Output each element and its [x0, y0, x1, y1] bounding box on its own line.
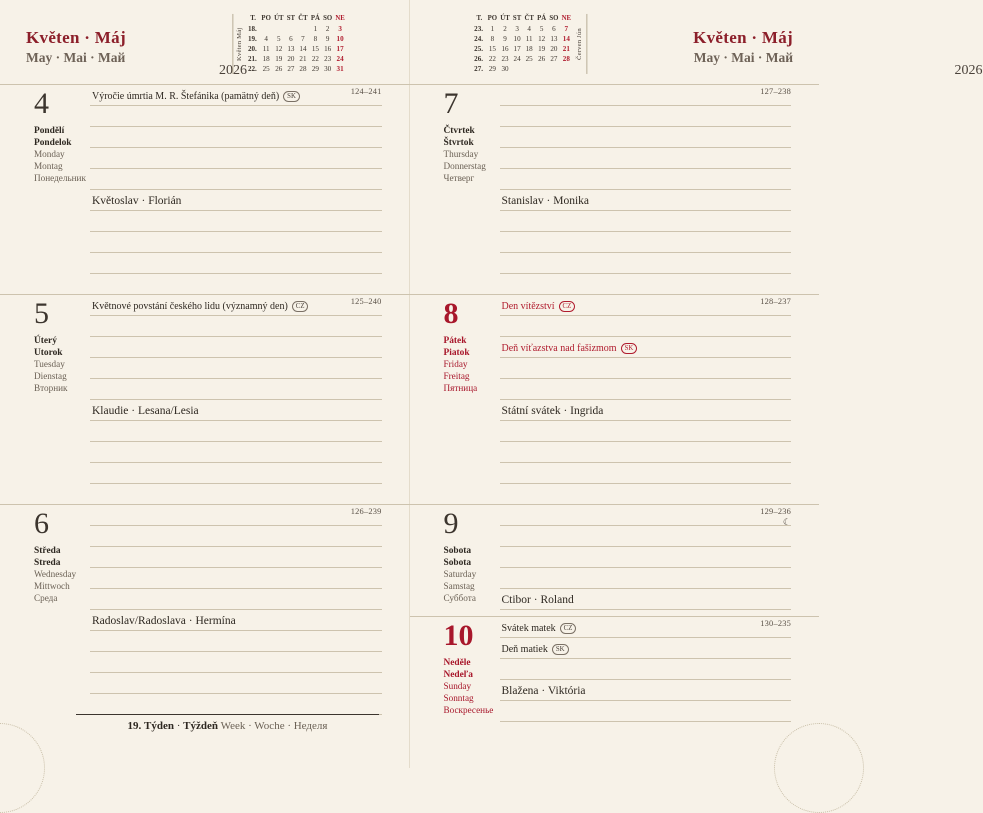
note-line[interactable]: [90, 295, 382, 316]
weekday-name: Utorok: [34, 348, 63, 359]
note-line[interactable]: [90, 337, 382, 358]
note-line[interactable]: [90, 148, 382, 169]
note-line[interactable]: [90, 232, 382, 253]
mini-day-cell[interactable]: 22: [488, 54, 496, 63]
right-page: [410, 0, 983, 768]
note-line[interactable]: [500, 232, 792, 253]
mini-day-cell[interactable]: [548, 64, 560, 74]
mini-day-cell[interactable]: 26: [275, 64, 283, 73]
mini-week-number: 27.: [474, 64, 484, 73]
mini-header-cell: NE: [561, 15, 572, 22]
note-line[interactable]: [90, 694, 382, 715]
day-note-lines: [90, 505, 382, 715]
mini-day-cell[interactable]: 9: [503, 34, 507, 43]
day-block[interactable]: [410, 504, 820, 616]
country-badge: CZ: [559, 301, 576, 312]
note-line[interactable]: [90, 358, 382, 379]
note-line[interactable]: [90, 610, 382, 631]
day-code: 127–238: [760, 87, 791, 96]
day-weekday-names: [444, 335, 478, 394]
mini-day-cell[interactable]: 8: [313, 34, 318, 43]
weekday-name: Пятница: [443, 382, 478, 393]
mini-day-cell[interactable]: 11: [262, 44, 270, 53]
weekday-name: Sunday: [443, 681, 472, 692]
day-block[interactable]: [410, 84, 820, 294]
mini-day-cell[interactable]: 27: [287, 64, 295, 73]
weekday-name: Tuesday: [34, 359, 65, 370]
mini-day-cell[interactable]: 11: [525, 34, 533, 43]
mini-week-number: 26.: [474, 54, 484, 63]
weekday-name: Štvrtok: [443, 138, 474, 149]
mini-day-cell[interactable]: 25: [262, 64, 270, 73]
weekday-name: Sobota: [443, 546, 472, 556]
right-mini-table: [473, 14, 573, 74]
weekday-name: Среда: [34, 592, 58, 603]
mini-week-row: [246, 64, 346, 74]
right-mini-calendar: [473, 14, 587, 74]
mini-day-cell[interactable]: 21: [299, 54, 307, 63]
note-line[interactable]: [500, 421, 792, 442]
country-badge: SK: [283, 91, 300, 102]
day-number: 5: [34, 297, 49, 330]
country-badge: SK: [621, 343, 638, 354]
note-line[interactable]: [500, 617, 792, 638]
mini-week-number: 24.: [474, 34, 484, 43]
moon-phase-icon: ☾: [782, 517, 791, 527]
mini-day-cell[interactable]: 29: [311, 64, 319, 73]
mini-day-cell[interactable]: 16: [501, 44, 509, 53]
mini-day-cell[interactable]: 17: [513, 44, 521, 53]
nameday-text: Stanislav · Monika: [501, 195, 590, 207]
day-weekday-names: [34, 125, 86, 184]
day-note-lines: [90, 85, 382, 295]
mini-day-cell[interactable]: 5: [277, 34, 281, 43]
right-header: [410, 0, 983, 82]
mini-day-cell[interactable]: 10: [336, 34, 344, 43]
day-code: 130–235: [760, 619, 791, 628]
mini-day-cell[interactable]: 12: [275, 44, 283, 53]
day-note-lines: [500, 505, 792, 610]
note-line[interactable]: [500, 442, 792, 463]
weekday-name: Sonntag: [443, 692, 474, 703]
mini-day-cell[interactable]: [272, 24, 285, 34]
mini-day-cell[interactable]: 24: [513, 54, 521, 63]
mini-header-cell: ČT: [524, 15, 534, 22]
mini-day-cell[interactable]: 8: [490, 34, 495, 43]
day-number: 7: [443, 87, 459, 120]
mini-day-cell[interactable]: 30: [501, 64, 509, 73]
note-line[interactable]: [500, 211, 792, 232]
note-line[interactable]: [500, 400, 792, 421]
mini-day-cell[interactable]: 18: [262, 54, 270, 63]
mini-week-row: [246, 44, 346, 54]
day-weekday-names: [444, 657, 494, 716]
note-line[interactable]: [90, 463, 382, 484]
day-weekday-names: [444, 125, 486, 184]
event-text: Výročie úmrtia M. R. Štefánika (pamätný deň) SK: [92, 91, 300, 102]
mini-day-cell[interactable]: 6: [289, 34, 293, 43]
weekday-name: Четверг: [443, 172, 475, 183]
nameday-text: Květoslav · Florián: [92, 195, 182, 207]
mini-day-cell[interactable]: 22: [311, 54, 319, 63]
note-line[interactable]: [90, 316, 382, 337]
mini-header-cell: NE: [335, 15, 345, 22]
nameday-text: Blažena · Viktória: [501, 685, 586, 697]
event-text: Svátek matek CZ: [502, 623, 577, 634]
country-badge: CZ: [560, 623, 577, 634]
mini-week-row: [246, 24, 346, 34]
note-line[interactable]: [90, 421, 382, 442]
weekday-name: Piatok: [443, 348, 470, 359]
left-year: 2026: [219, 63, 247, 78]
mini-week-row: [473, 64, 573, 74]
note-line[interactable]: [500, 526, 792, 547]
mini-day-cell[interactable]: 13: [550, 34, 558, 43]
note-line[interactable]: [90, 253, 382, 274]
day-weekday-names: [34, 545, 76, 604]
mini-day-cell[interactable]: 5: [539, 24, 544, 33]
mini-day-cell[interactable]: 28: [562, 54, 570, 63]
mini-day-cell[interactable]: 19: [538, 44, 546, 53]
weekday-name: Montag: [34, 160, 63, 171]
mini-day-cell[interactable]: 25: [525, 54, 533, 63]
note-line[interactable]: [500, 127, 792, 148]
note-line[interactable]: [90, 652, 382, 673]
mini-day-cell[interactable]: 27: [550, 54, 558, 63]
note-line[interactable]: [90, 274, 382, 295]
mini-day-cell[interactable]: 19: [275, 54, 283, 63]
note-line[interactable]: [500, 190, 792, 211]
note-line[interactable]: [500, 484, 792, 505]
mini-day-cell[interactable]: [535, 64, 547, 74]
mini-header-cell: PO: [487, 15, 498, 22]
mini-day-cell[interactable]: 31: [336, 64, 344, 73]
day-number: 10: [443, 619, 474, 652]
mini-day-cell[interactable]: 30: [324, 64, 332, 73]
country-badge: CZ: [292, 301, 309, 312]
nameday-text: Radoslav/Radoslava · Hermína: [92, 615, 236, 627]
note-line[interactable]: [500, 169, 792, 190]
mini-day-cell[interactable]: 2: [325, 24, 330, 33]
mini-header-cell: ČT: [298, 15, 308, 22]
mini-day-cell[interactable]: 21: [562, 44, 570, 53]
weekday-name: Donnerstag: [443, 160, 486, 171]
mini-header-cell: T.: [250, 15, 256, 22]
week-footer: 19. Týden · Týždeň Week · Woche · Неделя: [76, 714, 379, 732]
mini-week-number: 18.: [247, 24, 257, 33]
note-line[interactable]: [90, 127, 382, 148]
note-line[interactable]: [500, 358, 792, 379]
day-block[interactable]: [0, 84, 410, 294]
mini-day-cell[interactable]: 17: [336, 44, 344, 53]
mini-day-cell[interactable]: 10: [513, 34, 521, 43]
day-note-lines: [500, 85, 792, 295]
note-line[interactable]: [90, 379, 382, 400]
weekday-name: Friday: [443, 359, 468, 370]
mini-week-number: 20.: [247, 44, 257, 53]
day-number: 4: [34, 87, 49, 120]
mini-day-cell[interactable]: 15: [488, 44, 496, 53]
weekday-name: Středa: [34, 546, 61, 556]
right-month-sub: May · Mai · Май: [693, 50, 793, 65]
mini-day-cell[interactable]: 15: [311, 44, 319, 53]
nameday-text: Státní svátek · Ingrida: [501, 405, 604, 417]
mini-day-cell[interactable]: 3: [338, 24, 342, 33]
mini-header-cell: SO: [323, 15, 333, 22]
mini-header-cell: SO: [549, 15, 559, 22]
mini-day-cell[interactable]: 29: [488, 64, 496, 73]
mini-day-cell[interactable]: 18: [525, 44, 533, 53]
note-line[interactable]: [500, 316, 792, 337]
mini-week-number: 19.: [247, 34, 257, 43]
day-block[interactable]: [410, 294, 820, 504]
day-number: 9: [443, 507, 459, 540]
mini-day-cell[interactable]: 2: [503, 24, 507, 33]
weekday-name: Streda: [34, 558, 61, 569]
left-mini-table: [246, 14, 346, 74]
day-weekday-names: [444, 545, 477, 604]
note-line[interactable]: [500, 85, 792, 106]
mini-week-number: 22.: [247, 64, 257, 73]
note-line[interactable]: [90, 106, 382, 127]
note-line[interactable]: [500, 106, 792, 127]
weekday-name: Pondelok: [34, 138, 72, 149]
note-line[interactable]: [500, 659, 792, 680]
week-label-rest: Week · Woche · Неделя: [220, 720, 328, 732]
weekday-name: Nedeľa: [443, 670, 473, 681]
mini-header-cell: ÚT: [274, 15, 284, 22]
day-note-lines: [90, 295, 382, 505]
note-line[interactable]: [500, 379, 792, 400]
mini-week-row: [473, 34, 573, 44]
note-line[interactable]: [500, 701, 792, 722]
mini-day-cell[interactable]: 24: [336, 54, 344, 63]
mini-day-cell[interactable]: 7: [564, 24, 569, 33]
mini-day-cell[interactable]: 20: [287, 54, 295, 63]
day-number: 8: [443, 297, 459, 330]
mini-day-cell[interactable]: [511, 64, 523, 74]
note-line[interactable]: [500, 547, 792, 568]
mini-header-cell: ST: [286, 15, 296, 22]
weekday-name: Thursday: [443, 149, 479, 160]
note-line[interactable]: [90, 484, 382, 505]
mini-day-cell[interactable]: 26: [538, 54, 546, 63]
mini-week-row: [473, 24, 573, 34]
note-line[interactable]: [500, 337, 792, 358]
mini-header-cell: PO: [261, 15, 271, 22]
weekday-name: Mittwoch: [34, 580, 70, 591]
note-line[interactable]: [90, 442, 382, 463]
left-page: [0, 0, 410, 768]
weekday-name: Pondělí: [34, 126, 65, 136]
mini-day-cell[interactable]: 4: [527, 24, 531, 33]
mini-header-cell: ÚT: [500, 15, 510, 22]
weekday-name: Freitag: [443, 370, 470, 381]
mini-day-cell[interactable]: 14: [299, 44, 307, 53]
mini-day-cell[interactable]: 1: [313, 24, 318, 33]
mini-day-cell[interactable]: 6: [552, 24, 556, 33]
weekday-name: Dienstag: [34, 370, 67, 381]
note-line[interactable]: [500, 148, 792, 169]
mini-week-row: [473, 44, 573, 54]
mini-week-number: 23.: [474, 24, 484, 33]
right-mini-month-label: Červen Jún: [573, 14, 587, 74]
mini-day-cell[interactable]: 9: [325, 34, 330, 43]
mini-week-number: 25.: [474, 44, 484, 53]
note-line[interactable]: [90, 190, 382, 211]
left-header: [0, 0, 409, 82]
mini-day-cell[interactable]: 23: [501, 54, 509, 63]
nameday-text: Klaudie · Lesana/Lesia: [92, 405, 199, 417]
note-line[interactable]: [500, 274, 792, 295]
mini-day-cell[interactable]: 7: [301, 34, 305, 43]
event-text: Květnové povstání českého lidu (významný den) CZ: [92, 301, 308, 312]
mini-header-cell: T.: [476, 15, 483, 22]
day-block[interactable]: [0, 504, 410, 708]
left-month-title: [26, 28, 126, 66]
note-line[interactable]: [500, 295, 792, 316]
note-line[interactable]: [90, 547, 382, 568]
weekday-name: Pátek: [443, 336, 467, 346]
mini-week-row: [473, 54, 573, 64]
note-line[interactable]: [90, 631, 382, 652]
event-text: Deň matiek SK: [502, 644, 569, 655]
day-code: 126–239: [350, 507, 382, 516]
note-line[interactable]: [90, 526, 382, 547]
mini-week-row: [246, 54, 346, 64]
weekday-name: Úterý: [34, 336, 57, 346]
mini-day-cell[interactable]: 28: [299, 64, 307, 73]
mini-day-cell[interactable]: [297, 24, 310, 34]
mini-day-cell[interactable]: 16: [324, 44, 332, 53]
day-code: 128–237: [760, 297, 791, 306]
week-label-cz: Týden: [144, 720, 174, 732]
mini-week-row: [246, 34, 346, 44]
note-line[interactable]: [90, 211, 382, 232]
weekday-name: Понедельник: [34, 172, 86, 183]
note-line[interactable]: [500, 463, 792, 484]
right-year: 2026: [954, 63, 983, 78]
corner-arc-decoration-right: [774, 723, 864, 813]
mini-day-cell[interactable]: [285, 24, 297, 34]
week-label-sk: Týždeň: [183, 720, 219, 732]
left-month-main: Květen · Máj: [26, 28, 126, 47]
left-mini-calendar: [232, 14, 346, 74]
day-code: 129–236: [760, 507, 791, 516]
mini-week-number: 21.: [247, 54, 257, 63]
note-line[interactable]: [500, 680, 792, 701]
note-line[interactable]: [500, 638, 792, 659]
note-line[interactable]: [90, 505, 382, 526]
event-text: Deň víťazstva nad fašizmom SK: [502, 343, 638, 354]
weekday-name: Вторник: [34, 382, 68, 393]
mini-day-cell[interactable]: 23: [324, 54, 332, 63]
note-line[interactable]: [90, 673, 382, 694]
mini-day-cell[interactable]: 12: [538, 34, 546, 43]
right-month-title: [693, 28, 793, 66]
note-line[interactable]: [90, 568, 382, 589]
day-note-lines: [500, 295, 792, 505]
right-month-main: Květen · Máj: [693, 28, 793, 47]
weekday-name: Čtvrtek: [443, 126, 475, 136]
mini-day-cell[interactable]: [260, 24, 273, 34]
mini-day-cell[interactable]: 20: [550, 44, 558, 53]
note-line[interactable]: [500, 589, 792, 610]
day-code: 124–241: [350, 87, 382, 96]
weekday-name: Sobota: [443, 558, 472, 569]
note-line[interactable]: [90, 589, 382, 610]
mini-day-cell[interactable]: [523, 64, 536, 74]
weekday-name: Wednesday: [34, 569, 77, 580]
day-block[interactable]: [410, 616, 820, 732]
nameday-text: Ctibor · Roland: [501, 594, 574, 606]
mini-day-cell[interactable]: 1: [490, 24, 495, 33]
mini-day-cell[interactable]: 4: [264, 34, 268, 43]
day-weekday-names: [34, 335, 68, 394]
mini-header-cell: ST: [512, 15, 522, 22]
day-block[interactable]: [0, 294, 410, 504]
note-line[interactable]: [90, 400, 382, 421]
weekday-name: Monday: [34, 149, 65, 160]
weekday-name: Samstag: [443, 580, 475, 591]
week-number: 19.: [127, 720, 142, 732]
mini-header-cell: PÁ: [310, 15, 320, 22]
event-text: Den vítězství CZ: [502, 301, 576, 312]
day-note-lines: [500, 617, 792, 722]
weekday-name: Neděle: [443, 658, 471, 668]
mini-day-cell[interactable]: 3: [515, 24, 519, 33]
weekday-name: Воскресенье: [443, 704, 494, 715]
mini-day-cell[interactable]: 13: [287, 44, 295, 53]
mini-header-cell: PÁ: [537, 15, 547, 22]
day-number: 6: [34, 507, 49, 540]
weekday-name: Saturday: [443, 569, 477, 580]
note-line[interactable]: [500, 505, 792, 526]
left-mini-month-label: Květen Máj: [232, 14, 246, 74]
note-line[interactable]: [500, 253, 792, 274]
left-month-sub: May · Mai · Май: [26, 50, 126, 65]
day-code: 125–240: [350, 297, 382, 306]
weekday-name: Суббота: [443, 592, 476, 603]
corner-arc-decoration: [0, 723, 45, 813]
note-line[interactable]: [90, 169, 382, 190]
mini-day-cell[interactable]: [560, 64, 573, 74]
mini-day-cell[interactable]: 14: [562, 34, 570, 43]
note-line[interactable]: [500, 568, 792, 589]
note-line[interactable]: [90, 85, 382, 106]
country-badge: SK: [552, 644, 569, 655]
